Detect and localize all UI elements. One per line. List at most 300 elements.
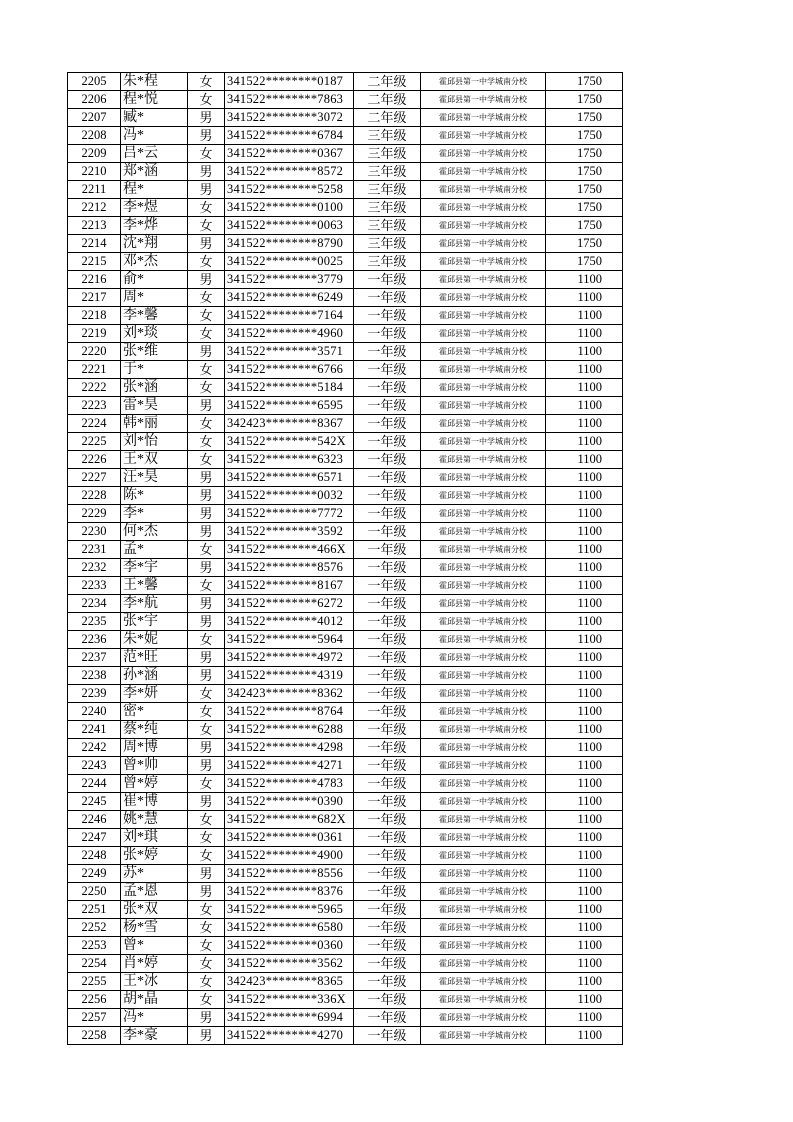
table-row bbox=[68, 235, 623, 253]
cell-amount: 1100 bbox=[546, 721, 623, 739]
cell-gender: 男 bbox=[188, 559, 225, 577]
cell-id-number: 341522********6323 bbox=[225, 451, 354, 469]
cell-school: 霍邱县第一中学城南分校 bbox=[421, 307, 546, 325]
cell-amount: 1100 bbox=[546, 343, 623, 361]
cell-school: 霍邱县第一中学城南分校 bbox=[421, 649, 546, 667]
cell-school: 霍邱县第一中学城南分校 bbox=[421, 361, 546, 379]
cell-id-number: 341522********6784 bbox=[225, 127, 354, 145]
cell-amount: 1100 bbox=[546, 361, 623, 379]
cell-amount: 1100 bbox=[546, 919, 623, 937]
cell-gender: 男 bbox=[188, 865, 225, 883]
cell-serial-number: 2247 bbox=[68, 829, 121, 847]
table-row bbox=[68, 469, 623, 487]
cell-gender: 女 bbox=[188, 199, 225, 217]
cell-serial-number: 2251 bbox=[68, 901, 121, 919]
cell-grade: 一年级 bbox=[354, 865, 421, 883]
table-row bbox=[68, 595, 623, 613]
cell-student-name: 肖*婷 bbox=[121, 955, 188, 973]
cell-gender: 女 bbox=[188, 721, 225, 739]
cell-grade: 一年级 bbox=[354, 847, 421, 865]
cell-id-number: 341522********6571 bbox=[225, 469, 354, 487]
cell-gender: 男 bbox=[188, 595, 225, 613]
cell-grade: 一年级 bbox=[354, 469, 421, 487]
cell-student-name: 曾*婷 bbox=[121, 775, 188, 793]
cell-amount: 1100 bbox=[546, 667, 623, 685]
cell-school: 霍邱县第一中学城南分校 bbox=[421, 325, 546, 343]
cell-id-number: 341522********5964 bbox=[225, 631, 354, 649]
cell-id-number: 341522********0025 bbox=[225, 253, 354, 271]
table-row bbox=[68, 775, 623, 793]
cell-serial-number: 2258 bbox=[68, 1027, 121, 1045]
cell-serial-number: 2215 bbox=[68, 253, 121, 271]
cell-amount: 1100 bbox=[546, 955, 623, 973]
cell-student-name: 李*豪 bbox=[121, 1027, 188, 1045]
cell-student-name: 邓*杰 bbox=[121, 253, 188, 271]
cell-serial-number: 2221 bbox=[68, 361, 121, 379]
cell-student-name: 曾*帅 bbox=[121, 757, 188, 775]
table-row bbox=[68, 991, 623, 1009]
cell-school: 霍邱县第一中学城南分校 bbox=[421, 919, 546, 937]
cell-grade: 一年级 bbox=[354, 523, 421, 541]
cell-grade: 三年级 bbox=[354, 235, 421, 253]
cell-serial-number: 2235 bbox=[68, 613, 121, 631]
cell-id-number: 341522********336X bbox=[225, 991, 354, 1009]
cell-amount: 1750 bbox=[546, 253, 623, 271]
cell-grade: 三年级 bbox=[354, 199, 421, 217]
cell-id-number: 341522********8764 bbox=[225, 703, 354, 721]
cell-id-number: 341522********6595 bbox=[225, 397, 354, 415]
cell-id-number: 341522********682X bbox=[225, 811, 354, 829]
cell-amount: 1750 bbox=[546, 163, 623, 181]
cell-student-name: 韩*丽 bbox=[121, 415, 188, 433]
cell-grade: 三年级 bbox=[354, 145, 421, 163]
cell-gender: 女 bbox=[188, 325, 225, 343]
cell-school: 霍邱县第一中学城南分校 bbox=[421, 865, 546, 883]
cell-amount: 1100 bbox=[546, 865, 623, 883]
cell-serial-number: 2211 bbox=[68, 181, 121, 199]
cell-grade: 一年级 bbox=[354, 937, 421, 955]
cell-id-number: 341522********4319 bbox=[225, 667, 354, 685]
student-subsidy-table bbox=[67, 72, 623, 1045]
cell-gender: 女 bbox=[188, 145, 225, 163]
cell-gender: 男 bbox=[188, 523, 225, 541]
cell-amount: 1100 bbox=[546, 379, 623, 397]
table-row bbox=[68, 109, 623, 127]
cell-gender: 女 bbox=[188, 775, 225, 793]
cell-gender: 女 bbox=[188, 361, 225, 379]
cell-school: 霍邱县第一中学城南分校 bbox=[421, 163, 546, 181]
cell-id-number: 341522********0361 bbox=[225, 829, 354, 847]
table-row bbox=[68, 199, 623, 217]
cell-grade: 一年级 bbox=[354, 721, 421, 739]
cell-amount: 1100 bbox=[546, 451, 623, 469]
cell-serial-number: 2218 bbox=[68, 307, 121, 325]
table-row bbox=[68, 415, 623, 433]
cell-id-number: 341522********0032 bbox=[225, 487, 354, 505]
table-row bbox=[68, 559, 623, 577]
cell-id-number: 341522********466X bbox=[225, 541, 354, 559]
table-row bbox=[68, 379, 623, 397]
cell-school: 霍邱县第一中学城南分校 bbox=[421, 793, 546, 811]
cell-gender: 女 bbox=[188, 955, 225, 973]
cell-grade: 一年级 bbox=[354, 919, 421, 937]
cell-id-number: 341522********3571 bbox=[225, 343, 354, 361]
cell-id-number: 341522********6288 bbox=[225, 721, 354, 739]
cell-amount: 1100 bbox=[546, 433, 623, 451]
table-row bbox=[68, 613, 623, 631]
cell-student-name: 汪*昊 bbox=[121, 469, 188, 487]
cell-amount: 1100 bbox=[546, 991, 623, 1009]
cell-id-number: 341522********0187 bbox=[225, 73, 354, 91]
cell-gender: 男 bbox=[188, 739, 225, 757]
cell-student-name: 冯* bbox=[121, 127, 188, 145]
cell-amount: 1100 bbox=[546, 505, 623, 523]
cell-gender: 女 bbox=[188, 631, 225, 649]
cell-amount: 1100 bbox=[546, 937, 623, 955]
cell-student-name: 沈*翔 bbox=[121, 235, 188, 253]
cell-serial-number: 2244 bbox=[68, 775, 121, 793]
cell-school: 霍邱县第一中学城南分校 bbox=[421, 721, 546, 739]
cell-school: 霍邱县第一中学城南分校 bbox=[421, 1009, 546, 1027]
cell-school: 霍邱县第一中学城南分校 bbox=[421, 433, 546, 451]
cell-gender: 男 bbox=[188, 1027, 225, 1045]
table-row bbox=[68, 217, 623, 235]
cell-serial-number: 2254 bbox=[68, 955, 121, 973]
cell-school: 霍邱县第一中学城南分校 bbox=[421, 541, 546, 559]
cell-student-name: 李*妍 bbox=[121, 685, 188, 703]
cell-grade: 三年级 bbox=[354, 217, 421, 235]
cell-school: 霍邱县第一中学城南分校 bbox=[421, 253, 546, 271]
cell-grade: 二年级 bbox=[354, 91, 421, 109]
cell-id-number: 341522********8572 bbox=[225, 163, 354, 181]
cell-serial-number: 2252 bbox=[68, 919, 121, 937]
cell-id-number: 341522********4900 bbox=[225, 847, 354, 865]
cell-id-number: 341522********0360 bbox=[225, 937, 354, 955]
cell-school: 霍邱县第一中学城南分校 bbox=[421, 505, 546, 523]
table-row bbox=[68, 739, 623, 757]
cell-school: 霍邱县第一中学城南分校 bbox=[421, 397, 546, 415]
cell-gender: 男 bbox=[188, 613, 225, 631]
cell-serial-number: 2246 bbox=[68, 811, 121, 829]
cell-serial-number: 2227 bbox=[68, 469, 121, 487]
table-row bbox=[68, 631, 623, 649]
cell-school: 霍邱县第一中学城南分校 bbox=[421, 973, 546, 991]
cell-id-number: 341522********4012 bbox=[225, 613, 354, 631]
cell-school: 霍邱县第一中学城南分校 bbox=[421, 991, 546, 1009]
table-row bbox=[68, 253, 623, 271]
cell-gender: 男 bbox=[188, 181, 225, 199]
table-row bbox=[68, 955, 623, 973]
cell-gender: 女 bbox=[188, 991, 225, 1009]
cell-school: 霍邱县第一中学城南分校 bbox=[421, 559, 546, 577]
cell-school: 霍邱县第一中学城南分校 bbox=[421, 523, 546, 541]
table-body bbox=[68, 73, 623, 1045]
cell-amount: 1100 bbox=[546, 739, 623, 757]
cell-grade: 一年级 bbox=[354, 415, 421, 433]
cell-student-name: 吕*云 bbox=[121, 145, 188, 163]
cell-serial-number: 2237 bbox=[68, 649, 121, 667]
cell-serial-number: 2234 bbox=[68, 595, 121, 613]
cell-gender: 女 bbox=[188, 901, 225, 919]
cell-serial-number: 2248 bbox=[68, 847, 121, 865]
cell-school: 霍邱县第一中学城南分校 bbox=[421, 217, 546, 235]
cell-serial-number: 2209 bbox=[68, 145, 121, 163]
cell-student-name: 周*博 bbox=[121, 739, 188, 757]
cell-student-name: 陈* bbox=[121, 487, 188, 505]
cell-student-name: 于* bbox=[121, 361, 188, 379]
cell-id-number: 341522********5184 bbox=[225, 379, 354, 397]
cell-gender: 女 bbox=[188, 685, 225, 703]
table-row bbox=[68, 973, 623, 991]
cell-serial-number: 2250 bbox=[68, 883, 121, 901]
cell-amount: 1100 bbox=[546, 649, 623, 667]
cell-grade: 二年级 bbox=[354, 109, 421, 127]
cell-gender: 女 bbox=[188, 379, 225, 397]
cell-serial-number: 2210 bbox=[68, 163, 121, 181]
table-row bbox=[68, 919, 623, 937]
cell-serial-number: 2214 bbox=[68, 235, 121, 253]
cell-school: 霍邱县第一中学城南分校 bbox=[421, 685, 546, 703]
cell-student-name: 程* bbox=[121, 181, 188, 199]
cell-student-name: 雷*昊 bbox=[121, 397, 188, 415]
cell-grade: 一年级 bbox=[354, 307, 421, 325]
cell-gender: 女 bbox=[188, 847, 225, 865]
cell-student-name: 郑*涵 bbox=[121, 163, 188, 181]
cell-id-number: 341522********4783 bbox=[225, 775, 354, 793]
cell-student-name: 朱*程 bbox=[121, 73, 188, 91]
cell-student-name: 姚*慧 bbox=[121, 811, 188, 829]
cell-gender: 女 bbox=[188, 919, 225, 937]
cell-amount: 1100 bbox=[546, 1009, 623, 1027]
cell-amount: 1100 bbox=[546, 703, 623, 721]
cell-id-number: 341522********6766 bbox=[225, 361, 354, 379]
cell-serial-number: 2223 bbox=[68, 397, 121, 415]
cell-grade: 一年级 bbox=[354, 739, 421, 757]
table-row bbox=[68, 865, 623, 883]
cell-student-name: 曾* bbox=[121, 937, 188, 955]
table-row bbox=[68, 91, 623, 109]
table-row bbox=[68, 703, 623, 721]
cell-id-number: 341522********8790 bbox=[225, 235, 354, 253]
cell-school: 霍邱县第一中学城南分校 bbox=[421, 631, 546, 649]
cell-serial-number: 2236 bbox=[68, 631, 121, 649]
cell-school: 霍邱县第一中学城南分校 bbox=[421, 829, 546, 847]
cell-school: 霍邱县第一中学城南分校 bbox=[421, 613, 546, 631]
cell-school: 霍邱县第一中学城南分校 bbox=[421, 577, 546, 595]
cell-grade: 一年级 bbox=[354, 361, 421, 379]
cell-id-number: 341522********3592 bbox=[225, 523, 354, 541]
cell-grade: 一年级 bbox=[354, 775, 421, 793]
cell-grade: 一年级 bbox=[354, 271, 421, 289]
cell-gender: 男 bbox=[188, 271, 225, 289]
cell-amount: 1100 bbox=[546, 631, 623, 649]
cell-gender: 男 bbox=[188, 343, 225, 361]
cell-grade: 一年级 bbox=[354, 649, 421, 667]
table-row bbox=[68, 541, 623, 559]
table-row bbox=[68, 793, 623, 811]
cell-gender: 女 bbox=[188, 973, 225, 991]
cell-grade: 一年级 bbox=[354, 631, 421, 649]
cell-serial-number: 2207 bbox=[68, 109, 121, 127]
cell-school: 霍邱县第一中学城南分校 bbox=[421, 811, 546, 829]
cell-student-name: 胡*晶 bbox=[121, 991, 188, 1009]
cell-amount: 1750 bbox=[546, 73, 623, 91]
table-row bbox=[68, 343, 623, 361]
cell-serial-number: 2213 bbox=[68, 217, 121, 235]
cell-gender: 男 bbox=[188, 667, 225, 685]
cell-school: 霍邱县第一中学城南分校 bbox=[421, 109, 546, 127]
cell-student-name: 张*宇 bbox=[121, 613, 188, 631]
cell-gender: 女 bbox=[188, 289, 225, 307]
cell-id-number: 341522********8167 bbox=[225, 577, 354, 595]
cell-student-name: 孟*恩 bbox=[121, 883, 188, 901]
cell-school: 霍邱县第一中学城南分校 bbox=[421, 235, 546, 253]
cell-amount: 1100 bbox=[546, 847, 623, 865]
cell-id-number: 341522********3779 bbox=[225, 271, 354, 289]
cell-id-number: 341522********5258 bbox=[225, 181, 354, 199]
cell-grade: 一年级 bbox=[354, 811, 421, 829]
table-row bbox=[68, 523, 623, 541]
table-row bbox=[68, 667, 623, 685]
cell-id-number: 341522********6994 bbox=[225, 1009, 354, 1027]
cell-student-name: 刘*琪 bbox=[121, 829, 188, 847]
cell-school: 霍邱县第一中学城南分校 bbox=[421, 757, 546, 775]
cell-grade: 一年级 bbox=[354, 397, 421, 415]
cell-id-number: 341522********4972 bbox=[225, 649, 354, 667]
table-row bbox=[68, 721, 623, 739]
cell-student-name: 刘*琰 bbox=[121, 325, 188, 343]
cell-gender: 女 bbox=[188, 433, 225, 451]
table-row bbox=[68, 811, 623, 829]
table-row bbox=[68, 73, 623, 91]
cell-grade: 一年级 bbox=[354, 289, 421, 307]
cell-gender: 女 bbox=[188, 307, 225, 325]
cell-amount: 1100 bbox=[546, 577, 623, 595]
cell-grade: 一年级 bbox=[354, 451, 421, 469]
cell-student-name: 程*悦 bbox=[121, 91, 188, 109]
table-row bbox=[68, 577, 623, 595]
cell-serial-number: 2256 bbox=[68, 991, 121, 1009]
cell-student-name: 张*涵 bbox=[121, 379, 188, 397]
cell-amount: 1750 bbox=[546, 91, 623, 109]
cell-amount: 1100 bbox=[546, 397, 623, 415]
cell-serial-number: 2230 bbox=[68, 523, 121, 541]
cell-id-number: 341522********4270 bbox=[225, 1027, 354, 1045]
cell-gender: 男 bbox=[188, 109, 225, 127]
cell-school: 霍邱县第一中学城南分校 bbox=[421, 775, 546, 793]
cell-id-number: 341522********4960 bbox=[225, 325, 354, 343]
cell-serial-number: 2222 bbox=[68, 379, 121, 397]
cell-school: 霍邱县第一中学城南分校 bbox=[421, 595, 546, 613]
cell-gender: 女 bbox=[188, 217, 225, 235]
cell-grade: 一年级 bbox=[354, 577, 421, 595]
cell-grade: 一年级 bbox=[354, 343, 421, 361]
table-row bbox=[68, 757, 623, 775]
cell-gender: 男 bbox=[188, 163, 225, 181]
cell-student-name: 孙*涵 bbox=[121, 667, 188, 685]
cell-gender: 男 bbox=[188, 127, 225, 145]
cell-grade: 一年级 bbox=[354, 379, 421, 397]
cell-gender: 男 bbox=[188, 793, 225, 811]
cell-school: 霍邱县第一中学城南分校 bbox=[421, 271, 546, 289]
cell-amount: 1100 bbox=[546, 523, 623, 541]
cell-id-number: 341522********8376 bbox=[225, 883, 354, 901]
cell-grade: 一年级 bbox=[354, 973, 421, 991]
cell-school: 霍邱县第一中学城南分校 bbox=[421, 487, 546, 505]
cell-serial-number: 2238 bbox=[68, 667, 121, 685]
cell-grade: 一年级 bbox=[354, 1027, 421, 1045]
cell-amount: 1100 bbox=[546, 541, 623, 559]
cell-grade: 一年级 bbox=[354, 955, 421, 973]
cell-amount: 1100 bbox=[546, 559, 623, 577]
cell-gender: 女 bbox=[188, 73, 225, 91]
cell-amount: 1100 bbox=[546, 973, 623, 991]
cell-school: 霍邱县第一中学城南分校 bbox=[421, 415, 546, 433]
cell-serial-number: 2257 bbox=[68, 1009, 121, 1027]
cell-serial-number: 2242 bbox=[68, 739, 121, 757]
cell-student-name: 蔡*纯 bbox=[121, 721, 188, 739]
cell-student-name: 李*烨 bbox=[121, 217, 188, 235]
cell-amount: 1100 bbox=[546, 883, 623, 901]
cell-grade: 一年级 bbox=[354, 1009, 421, 1027]
cell-school: 霍邱县第一中学城南分校 bbox=[421, 739, 546, 757]
cell-serial-number: 2216 bbox=[68, 271, 121, 289]
cell-id-number: 341522********5965 bbox=[225, 901, 354, 919]
cell-gender: 女 bbox=[188, 703, 225, 721]
cell-grade: 二年级 bbox=[354, 73, 421, 91]
cell-school: 霍邱县第一中学城南分校 bbox=[421, 1027, 546, 1045]
cell-id-number: 341522********3072 bbox=[225, 109, 354, 127]
cell-serial-number: 2255 bbox=[68, 973, 121, 991]
cell-id-number: 342423********8365 bbox=[225, 973, 354, 991]
cell-serial-number: 2253 bbox=[68, 937, 121, 955]
cell-gender: 男 bbox=[188, 505, 225, 523]
table-row bbox=[68, 883, 623, 901]
cell-grade: 一年级 bbox=[354, 757, 421, 775]
cell-amount: 1100 bbox=[546, 1027, 623, 1045]
cell-school: 霍邱县第一中学城南分校 bbox=[421, 937, 546, 955]
table-row bbox=[68, 163, 623, 181]
cell-serial-number: 2232 bbox=[68, 559, 121, 577]
table-row bbox=[68, 1009, 623, 1027]
table-row bbox=[68, 397, 623, 415]
cell-gender: 男 bbox=[188, 469, 225, 487]
table-row bbox=[68, 361, 623, 379]
cell-grade: 一年级 bbox=[354, 595, 421, 613]
cell-grade: 一年级 bbox=[354, 829, 421, 847]
cell-amount: 1100 bbox=[546, 775, 623, 793]
cell-grade: 一年级 bbox=[354, 793, 421, 811]
cell-gender: 女 bbox=[188, 253, 225, 271]
cell-serial-number: 2241 bbox=[68, 721, 121, 739]
table-row bbox=[68, 685, 623, 703]
cell-serial-number: 2206 bbox=[68, 91, 121, 109]
table-row bbox=[68, 901, 623, 919]
cell-student-name: 张*双 bbox=[121, 901, 188, 919]
cell-gender: 女 bbox=[188, 451, 225, 469]
cell-grade: 三年级 bbox=[354, 181, 421, 199]
cell-amount: 1750 bbox=[546, 199, 623, 217]
cell-amount: 1750 bbox=[546, 145, 623, 163]
cell-gender: 男 bbox=[188, 235, 225, 253]
cell-gender: 女 bbox=[188, 937, 225, 955]
cell-serial-number: 2225 bbox=[68, 433, 121, 451]
cell-grade: 一年级 bbox=[354, 559, 421, 577]
cell-gender: 女 bbox=[188, 577, 225, 595]
cell-school: 霍邱县第一中学城南分校 bbox=[421, 667, 546, 685]
cell-id-number: 341522********6249 bbox=[225, 289, 354, 307]
cell-gender: 男 bbox=[188, 649, 225, 667]
